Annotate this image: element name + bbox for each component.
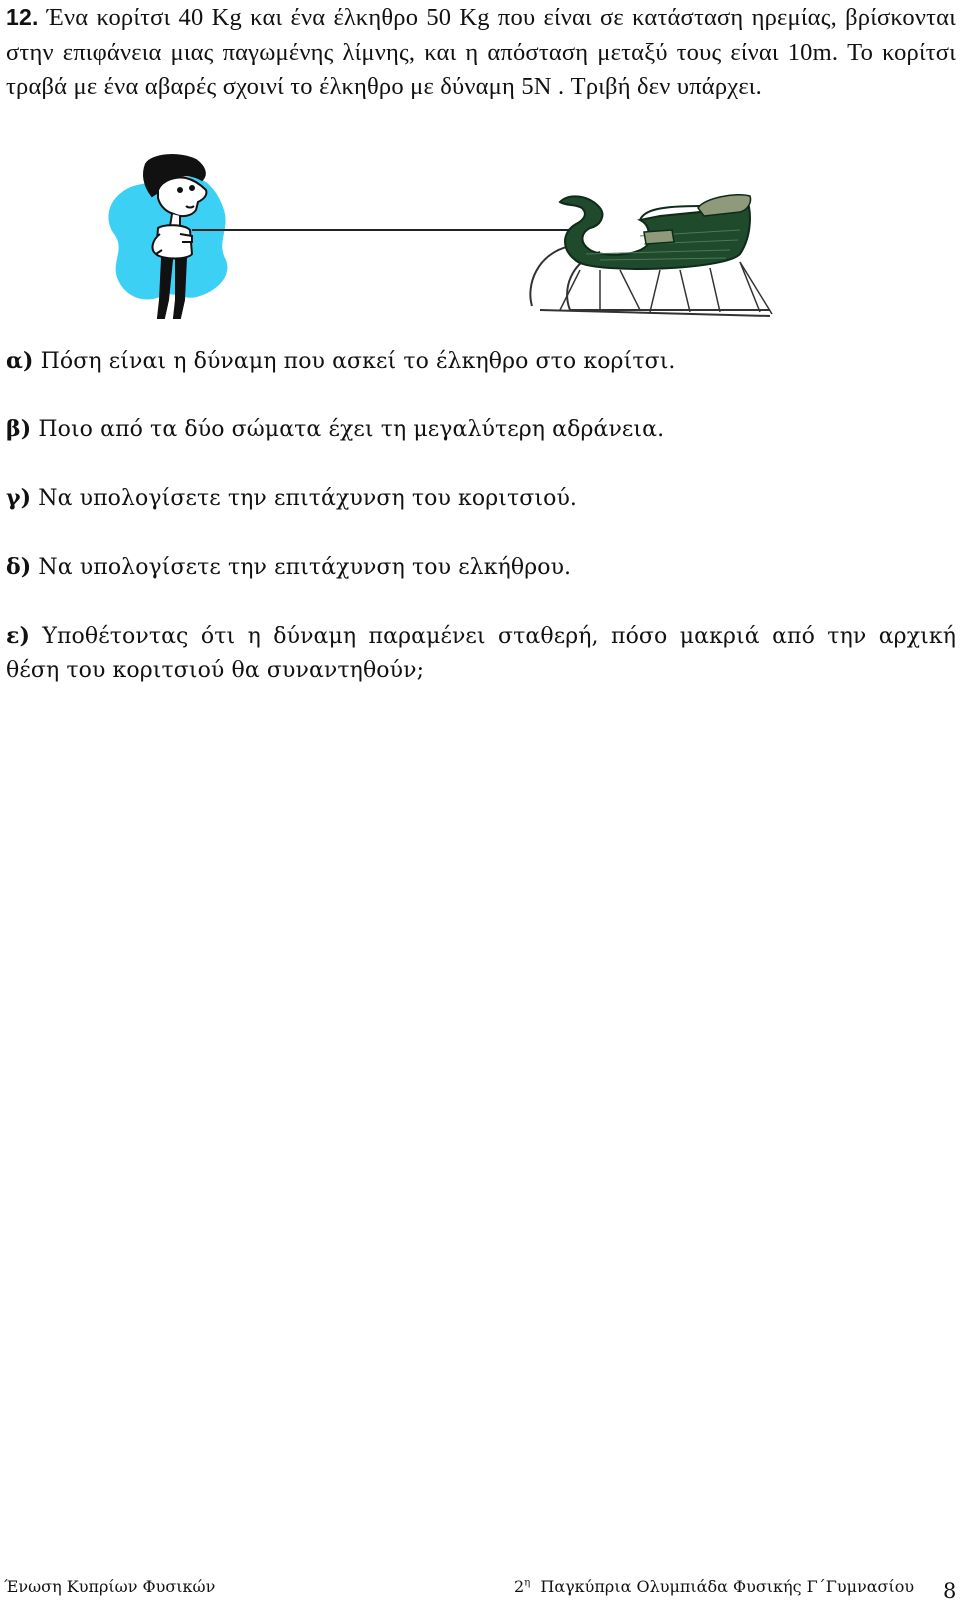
page-footer bbox=[0, 1577, 960, 1605]
question-d-label: δ) bbox=[6, 554, 32, 580]
question-a-label: α) bbox=[6, 348, 34, 374]
question-e-label: ε) bbox=[6, 623, 30, 649]
footer-organization: Ένωση Κυπρίων Φυσικών bbox=[4, 1577, 216, 1596]
question-e-text: Υποθέτοντας ότι η δύναμη παραμένει σταθερή, πόσο μακριά από την αρχική θέση του κοριτσιού θα συναντηθούν; bbox=[6, 624, 956, 683]
question-d bbox=[6, 550, 956, 585]
question-d-text: Να υπολογίσετε την επιτάχυνση του ελκήθρου. bbox=[38, 555, 572, 580]
page-number: 8 bbox=[943, 1579, 957, 1603]
question-a-text: Πόση είναι η δύναμη που ασκεί το έλκηθρο στο κορίτσι. bbox=[40, 349, 676, 374]
question-c bbox=[6, 481, 956, 516]
problem-number: 12. bbox=[6, 4, 39, 30]
question-b-text: Ποιο από τα δύο σώματα έχει τη μεγαλύτερη αδράνεια. bbox=[38, 417, 665, 442]
sled-figure bbox=[530, 195, 772, 316]
footer-edition-suffix: η bbox=[524, 1577, 531, 1589]
question-e bbox=[6, 619, 956, 688]
footer-competition bbox=[514, 1577, 914, 1596]
problem-text: Ένα κορίτσι 40 Kg και ένα έλκηθρο 50 Kg που είναι σε κατάσταση ηρεμίας, βρίσκονται στην επιφάνεια μιας παγωμένης λίμνης, και η απόσταση μεταξύ τους είναι 10m. Το κορίτσι τραβά με ένα αβαρές σχοινί το έλκηθρο με δύναμη 5N . Τριβή δεν υπάρχει. bbox=[6, 4, 957, 100]
problem-statement bbox=[6, 0, 956, 105]
question-b bbox=[6, 412, 956, 447]
footer-edition-number: 2 bbox=[514, 1577, 525, 1596]
girl-pulling-sled-illustration bbox=[100, 150, 800, 330]
question-c-text: Να υπολογίσετε την επιτάχυνση του κοριτσιού. bbox=[38, 486, 578, 511]
footer-competition-name: Παγκύπρια Ολυμπιάδα Φυσικής Γ΄Γυμνασίου bbox=[540, 1577, 915, 1596]
question-a bbox=[6, 344, 956, 379]
question-b-label: β) bbox=[6, 416, 32, 442]
question-c-label: γ) bbox=[6, 485, 32, 511]
